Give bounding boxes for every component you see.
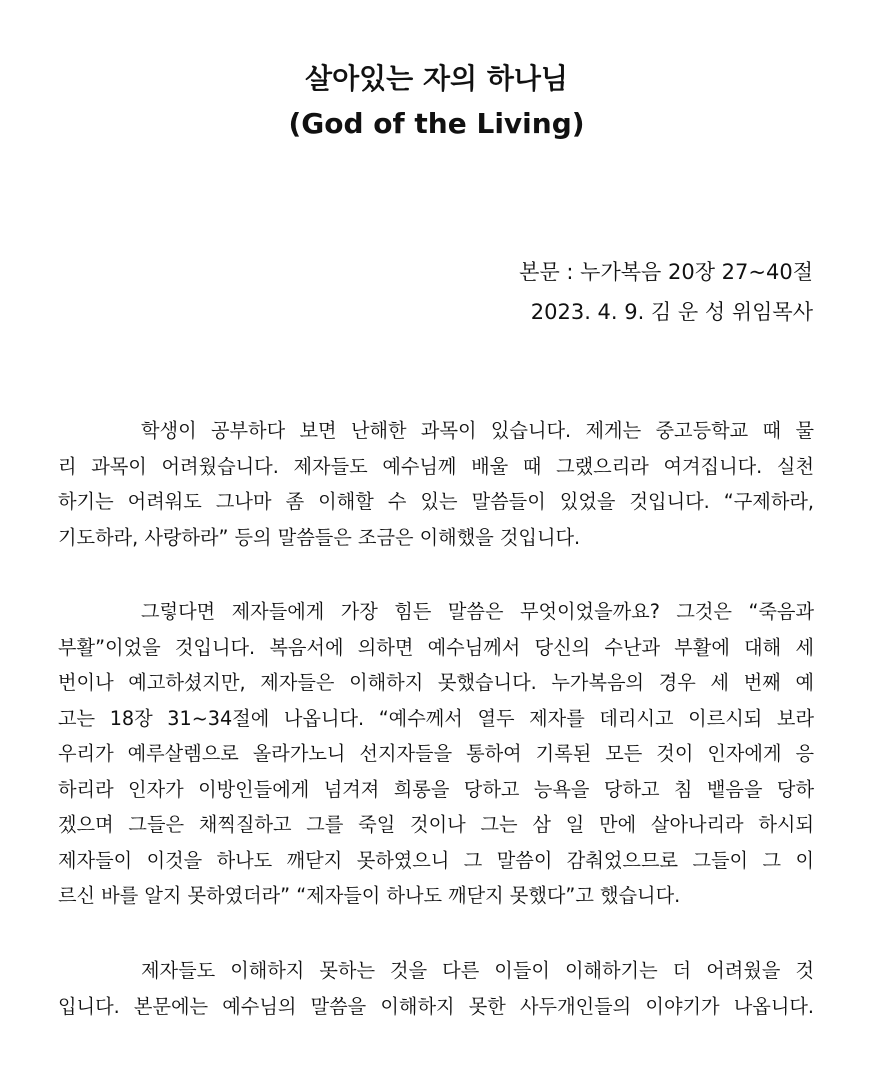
- paragraph-line: 고는 18장 31~34절에 나옵니다. “예수께서 열두 제자를 데리시고 이르시되 보라: [58, 706, 814, 730]
- paragraph-line: 부활”이었을 것입니다. 복음서에 의하면 예수님께서 당신의 수난과 부활에 대해 세: [58, 635, 814, 659]
- paragraph-line: 기도하라, 사랑하라” 등의 말씀들은 조금은 이해했을 것입니다.: [58, 525, 581, 549]
- paragraph-line: 리 과목이 어려웠습니다. 제자들도 예수님께 배울 때 그랬으리라 여겨집니다. 실천: [58, 454, 814, 478]
- paragraph-2: [58, 594, 814, 914]
- paragraph-line: 우리가 예루살렘으로 올라가노니 선지자들을 통하여 기록된 모든 것이 인자에게 응: [58, 742, 814, 765]
- scripture-reference: 본문 : 누가복음 20장 27~40절: [519, 260, 813, 284]
- paragraph-line: 하기는 어려워도 그나마 좀 이해할 수 있는 말씀들이 있었을 것입니다. “구제하라,: [58, 490, 814, 513]
- paragraph-line: 학생이 공부하다 보면 난해한 과목이 있습니다. 제게는 중고등학교 때 물: [141, 419, 814, 442]
- sermon-title-korean: 살아있는 자의 하나님: [305, 62, 568, 95]
- paragraph-1: [58, 413, 814, 555]
- paragraph-line: 입니다. 본문에는 예수님의 말씀을 이해하지 못한 사두개인들의 이야기가 나옵니다.: [58, 994, 814, 1018]
- date-and-author: 2023. 4. 9. 김 운 성 위임목사: [530, 300, 813, 324]
- paragraph-line: 그렇다면 제자들에게 가장 힘든 말씀은 무엇이었을까요? 그것은 “죽음과: [141, 600, 814, 623]
- paragraph-line: 겠으며 그들은 채찍질하고 그를 죽일 것이나 그는 삼 일 만에 살아나리라 하시되: [58, 813, 814, 836]
- paragraph-line: 번이나 예고하셨지만, 제자들은 이해하지 못했습니다. 누가복음의 경우 세 번째 예: [58, 671, 814, 694]
- paragraph-line: 제자들도 이해하지 못하는 것을 다른 이들이 이해하기는 더 어려웠을 것: [141, 959, 814, 982]
- paragraph-3: [58, 953, 814, 1024]
- sermon-title-english: (God of the Living): [288, 107, 585, 140]
- paragraph-line: 하리라 인자가 이방인들에게 넘겨져 희롱을 당하고 능욕을 당하고 침 뱉음을 당하: [58, 777, 814, 801]
- paragraph-line: 르신 바를 알지 못하였더라” “제자들이 하나도 깨닫지 못했다”고 했습니다.: [58, 884, 681, 907]
- paragraph-line: 제자들이 이것을 하나도 깨닫지 못하였으니 그 말씀이 감춰었으므로 그들이 그 이: [58, 848, 814, 872]
